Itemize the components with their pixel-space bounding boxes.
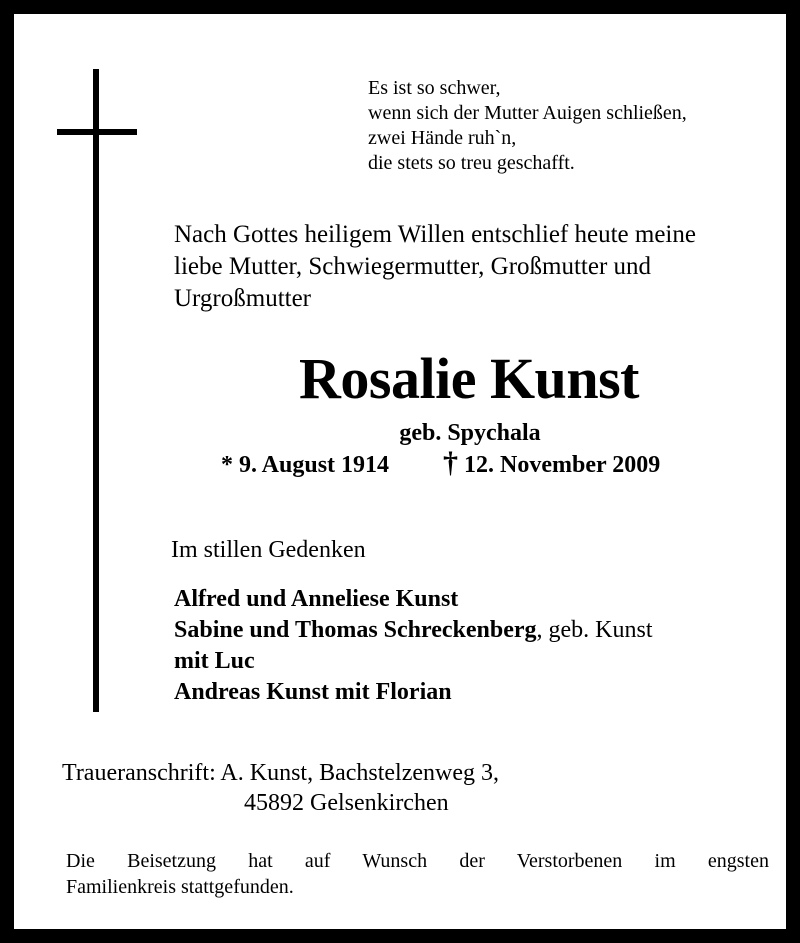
mourner-line: Andreas Kunst mit Florian <box>174 679 452 705</box>
deceased-name: Rosalie Kunst <box>299 346 639 411</box>
death-entry <box>443 446 661 479</box>
intro-line: Nach Gottes heiligem Willen entschlief heute meine <box>174 221 696 248</box>
poem-line: Es ist so schwer, <box>368 77 501 99</box>
poem-line: wenn sich der Mutter Auigen schließen, <box>368 102 687 124</box>
address-line: Traueranschrift: A. Kunst, Bachstelzenweg 3, <box>62 760 500 786</box>
memory-heading: Im stillen Gedenken <box>171 537 366 563</box>
birth-date: 9. August 1914 <box>239 452 390 478</box>
mourners-list <box>174 584 653 708</box>
birth-symbol: * <box>221 452 233 478</box>
poem <box>368 76 687 176</box>
burial-line: Die Beisetzung hat auf Wunsch der Verstorbenen im engsten <box>66 850 769 872</box>
burial-note <box>66 848 769 900</box>
cross-horizontal-bar <box>57 129 137 135</box>
mourner-name: Sabine und Thomas Schreckenberg <box>174 617 537 643</box>
address-city: 45892 Gelsenkirchen <box>244 790 449 816</box>
intro-line: liebe Mutter, Schwiegermutter, Großmutter und <box>174 253 652 280</box>
maiden-name: geb. Spychala <box>399 420 541 446</box>
poem-line: die stets so treu geschafft. <box>368 152 575 174</box>
intro-line: Urgroßmutter <box>174 285 312 312</box>
dagger-icon: † <box>443 446 459 479</box>
burial-line: Familienkreis stattgefunden. <box>66 876 294 898</box>
poem-line: zwei Hände ruh`n, <box>368 127 517 149</box>
life-dates <box>221 446 661 481</box>
intro-text <box>174 219 696 315</box>
mourner-line: Alfred und Anneliese Kunst <box>174 586 459 612</box>
mourner-suffix: , geb. Kunst <box>536 617 653 643</box>
mourning-address <box>62 758 499 818</box>
death-date: 12. November 2009 <box>464 452 661 478</box>
mourner-line <box>174 615 653 646</box>
mourner-line: mit Luc <box>174 648 255 674</box>
